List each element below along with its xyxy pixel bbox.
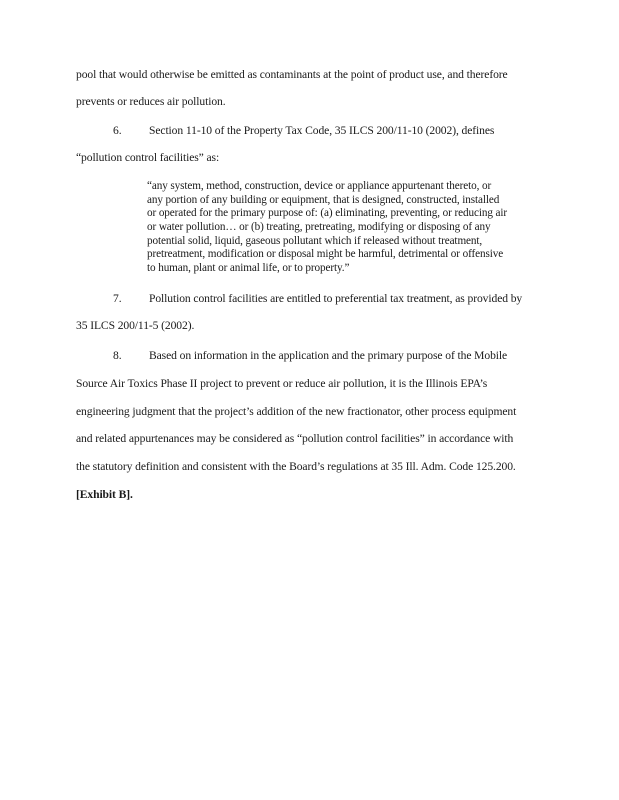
paragraph-8-line-1: Based on information in the application and the primary purpose of the Mobile: [149, 349, 508, 362]
paragraph-8-line-3: engineering judgment that the project’s addition of the new fractionator, other process equipment: [76, 405, 517, 418]
paragraph-8-line-4: and related appurtenances may be considered as “pollution control facilities” in accordance with: [76, 432, 514, 445]
quote-line-4: or water pollution… or (b) treating, pretreating, modifying or disposing of any: [147, 221, 491, 233]
paragraph-8-number: 8.: [113, 349, 122, 362]
paragraph-7-line-2: 35 ILCS 200/11-5 (2002).: [76, 319, 195, 332]
paragraph-8-line-2: Source Air Toxics Phase II project to prevent or reduce air pollution, it is the Illinois EPA’s: [76, 377, 488, 390]
paragraph-6-line-1: Section 11-10 of the Property Tax Code, 35 ILCS 200/11-10 (2002), defines: [149, 124, 495, 137]
paragraph-6-number: 6.: [113, 124, 122, 137]
paragraph-5-line-1: pool that would otherwise be emitted as contaminants at the point of product use, and therefore: [76, 68, 508, 81]
quote-line-6: pretreatment, modification or disposal might be harmful, detrimental or offensive: [147, 248, 504, 260]
paragraph-7-number: 7.: [113, 292, 122, 305]
quote-line-3: or operated for the primary purpose of: (a) eliminating, preventing, or reducing air: [147, 207, 508, 219]
exhibit-reference: [Exhibit B].: [76, 488, 133, 501]
quote-line-5: potential solid, liquid, gaseous pollutant which if released without treatment,: [147, 235, 483, 247]
quote-line-2: any portion of any building or equipment, that is designed, constructed, installed: [147, 194, 500, 206]
quote-line-1: “any system, method, construction, device or appliance appurtenant thereto, or: [147, 180, 492, 192]
quote-line-7: to human, plant or animal life, or to property.”: [147, 262, 350, 274]
paragraph-8-line-5: the statutory definition and consistent with the Board’s regulations at 35 Ill. Adm. Code 125.200.: [76, 460, 516, 473]
paragraph-7-line-1: Pollution control facilities are entitled to preferential tax treatment, as provided by: [149, 292, 523, 305]
paragraph-5-line-2: prevents or reduces air pollution.: [76, 95, 226, 108]
paragraph-6-line-2: “pollution control facilities” as:: [76, 151, 220, 164]
